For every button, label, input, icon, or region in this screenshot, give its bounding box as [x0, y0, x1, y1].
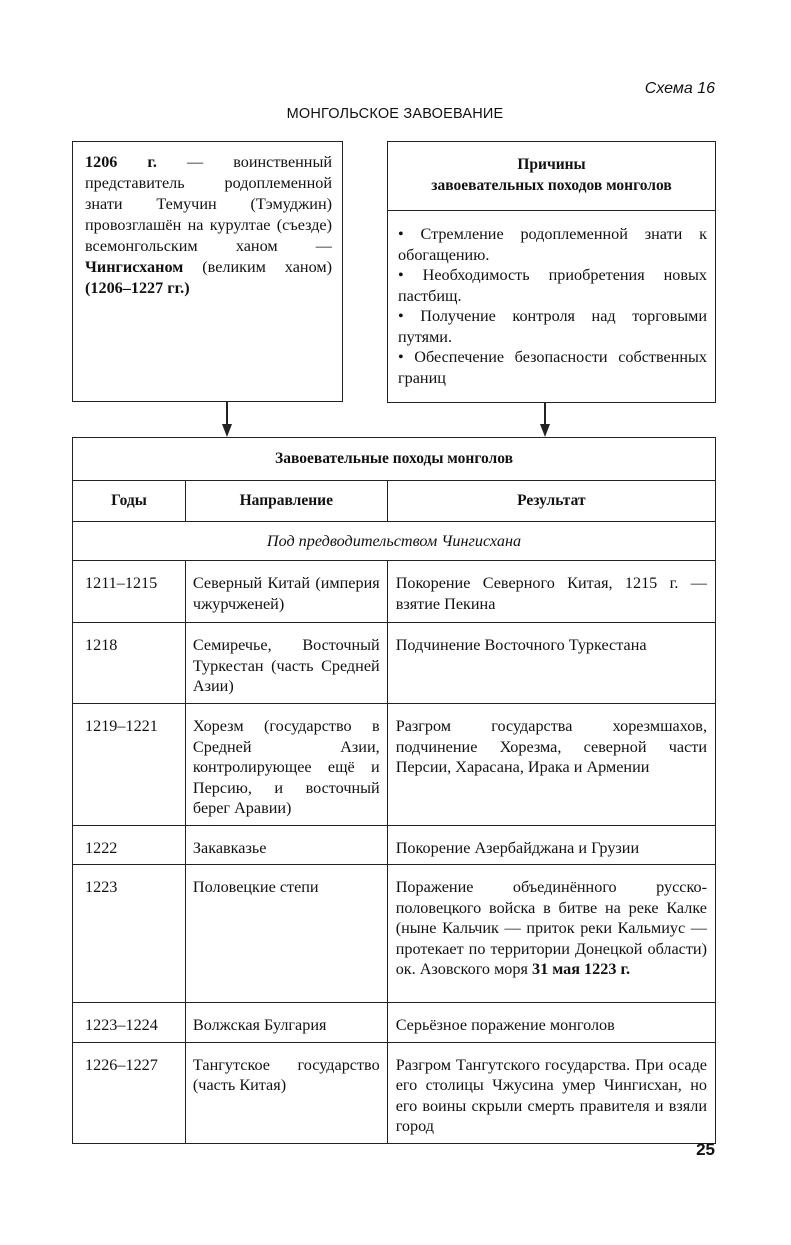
cell-result — [387, 1003, 715, 1043]
cell-direction: Закавказье — [185, 825, 387, 865]
cell-direction: Волжская Булгария — [185, 1003, 387, 1043]
column-header-result: Результат — [387, 481, 715, 522]
table-row — [73, 825, 716, 865]
table-row — [73, 865, 716, 1003]
cell-result — [387, 623, 715, 704]
column-header-direction: Направление — [185, 481, 387, 522]
reasons-box — [387, 141, 716, 403]
right-arrow-head — [540, 424, 550, 437]
cell-result — [387, 561, 715, 623]
result-bold: 31 мая 1223 г. — [532, 960, 631, 978]
result-text: Серьёзное поражение монголов — [395, 1016, 615, 1034]
cell-result — [387, 825, 715, 865]
cell-years: 1219–1221 — [73, 704, 186, 826]
cell-years: 1222 — [73, 825, 186, 865]
temuchin-year: 1206 г. — [85, 153, 157, 171]
scheme-label: Схема 16 — [644, 80, 715, 97]
result-text: Поражение объединённого русско-половецкого войска в битве на реке Калке (ныне Кальчик — приток реки Кальмиус — протекает по территории Донецкой области) ок. Азовского моря — [395, 878, 707, 978]
table-subheader: Под предводительством Чингисхана — [73, 522, 716, 561]
cell-years: 1226–1227 — [73, 1042, 186, 1143]
left-arrow-line — [226, 402, 228, 426]
cell-years: 1211–1215 — [73, 561, 186, 623]
table-title: Завоевательные походы монголов — [73, 438, 716, 481]
reasons-list — [388, 211, 715, 388]
page-number: 25 — [696, 1140, 715, 1159]
cell-result — [387, 865, 715, 1003]
result-text: Покорение Азербайджана и Грузии — [395, 838, 640, 857]
table-row — [73, 623, 716, 704]
left-arrow-head — [222, 424, 232, 437]
campaigns-table — [72, 437, 716, 1144]
reign-years: (1206–1227 гг.) — [85, 279, 190, 297]
cell-direction: Половецкие степи — [185, 865, 387, 1003]
cell-direction: Хорезм (государство в Средней Азии, контролирующее ещё и Персию, и восточный берег Аравии) — [185, 704, 387, 826]
result-text: Подчинение Восточного Туркестана — [395, 636, 647, 654]
khan-name: Чингисханом — [85, 258, 184, 276]
cell-direction: Семиречье, Восточный Туркестан (часть Средней Азии) — [185, 623, 387, 704]
result-text: Разгром Тангутского государства. При осаде его столицы Чжусина умер Чингисхан, но его воины скрыли смерть правителя и взяли город — [395, 1055, 707, 1135]
table-row — [73, 561, 716, 623]
cell-result — [387, 704, 715, 826]
table-row — [73, 1003, 716, 1043]
cell-direction: Северный Китай (империя чжурчженей) — [185, 561, 387, 623]
reason-item: • Стремление родоплеменной знати к обогащению. — [398, 224, 707, 265]
reason-item: • Обеспечение безопасности собственных границ — [398, 347, 707, 388]
result-text: Покорение Северного Китая, 1215 г. — взятие Пекина — [395, 574, 707, 613]
reason-item: • Необходимость приобретения новых пастбищ. — [398, 265, 707, 306]
cell-years: 1218 — [73, 623, 186, 704]
temuchin-text-middle: (великим ханом) — [183, 258, 332, 276]
reason-item: • Получение контроля над торговыми путями. — [398, 306, 707, 347]
cell-years: 1223 — [73, 865, 186, 1003]
reasons-heading — [388, 142, 715, 211]
cell-years: 1223–1224 — [73, 1003, 186, 1043]
result-text: Разгром государства хорезмшахов, подчинение Хорезма, северной части Персии, Харасана, Ирака и Армении — [395, 717, 707, 776]
table-row — [73, 1042, 716, 1143]
cell-result — [387, 1042, 715, 1143]
cell-direction: Тангутское государство (часть Китая) — [185, 1042, 387, 1143]
reasons-title-line1: Причины — [517, 156, 586, 173]
temuchin-text: — воинственный представитель родоплеменной знати Темучин (Тэмуджин) провозглашён на курултае (съезде) всемонгольским ханом — — [85, 153, 332, 255]
column-header-years: Годы — [73, 481, 186, 522]
table-row — [73, 704, 716, 826]
right-arrow-line — [544, 403, 546, 426]
temuchin-box — [72, 141, 343, 402]
page-title: МОНГОЛЬСКОЕ ЗАВОЕВАНИЕ — [286, 106, 504, 122]
reasons-title-line2: завоевательных походов монголов — [431, 177, 672, 194]
